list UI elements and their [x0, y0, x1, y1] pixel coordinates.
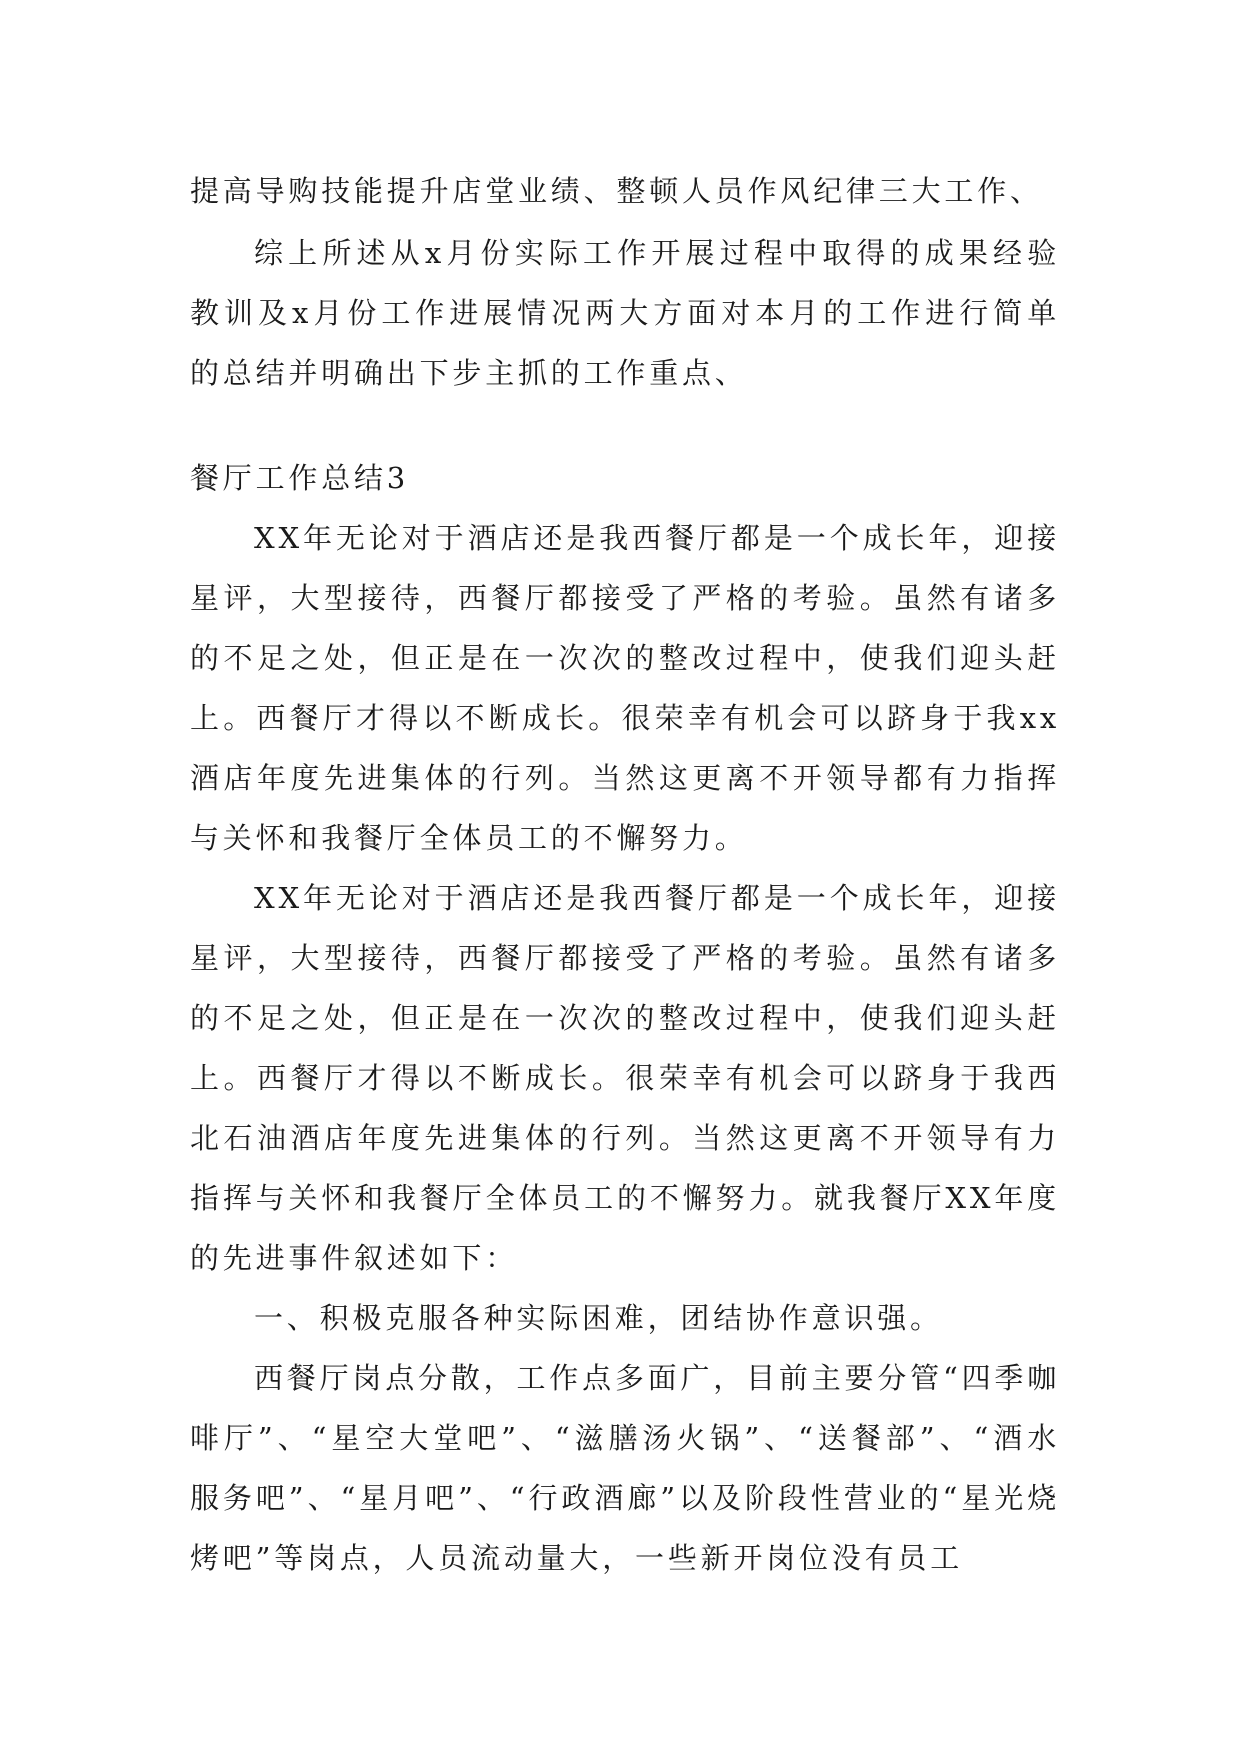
body-paragraph-3: 一、积极克服各种实际困难，团结协作意识强。	[254, 1301, 943, 1335]
continuation-line: 提高导购技能提升店堂业绩、整顿人员作风纪律三大工作、	[190, 174, 1043, 208]
section-heading-block	[190, 448, 1060, 508]
body-paragraph-4: 西餐厅岗点分散，工作点多面广，目前主要分管“四季咖啡厅”、“星空大堂吧”、“滋膳汤火锅”、“送餐部”、“酒水服务吧”、“星月吧”、“行政酒廊”以及阶段性营业的“星光烧烤吧”等岗点，人员流动量大，一些新开岗位没有员工	[190, 1361, 1060, 1575]
body-paragraph-2: XX年无论对于酒店还是我西餐厅都是一个成长年，迎接星评，大型接待，西餐厅都接受了严格的考验。虽然有诸多的不足之处，但正是在一次次的整改过程中，使我们迎头赶上。西餐厅才得以不断成长。很荣幸有机会可以跻身于我西北石油酒店年度先进集体的行列。当然这更离不开领导有力指挥与关怀和我餐厅全体员工的不懈努力。就我餐厅XX年度的先进事件叙述如下：	[190, 881, 1060, 1275]
continuation-line-block	[190, 161, 1060, 221]
summary-paragraph: 综上所述从x月份实际工作开展过程中取得的成果经验教训及x月份工作进展情况两大方面对本月的工作进行简单的总结并明确出下步主抓的工作重点、	[190, 236, 1060, 390]
summary-block	[190, 223, 1060, 403]
section-heading: 餐厅工作总结3	[190, 461, 410, 495]
body-paragraph-1: XX年无论对于酒店还是我西餐厅都是一个成长年，迎接星评，大型接待，西餐厅都接受了严格的考验。虽然有诸多的不足之处，但正是在一次次的整改过程中，使我们迎头赶上。西餐厅才得以不断成长。很荣幸有机会可以跻身于我xx酒店年度先进集体的行列。当然这更离不开领导都有力指挥与关怀和我餐厅全体员工的不懈努力。	[190, 521, 1060, 855]
body-text	[190, 508, 1060, 1588]
